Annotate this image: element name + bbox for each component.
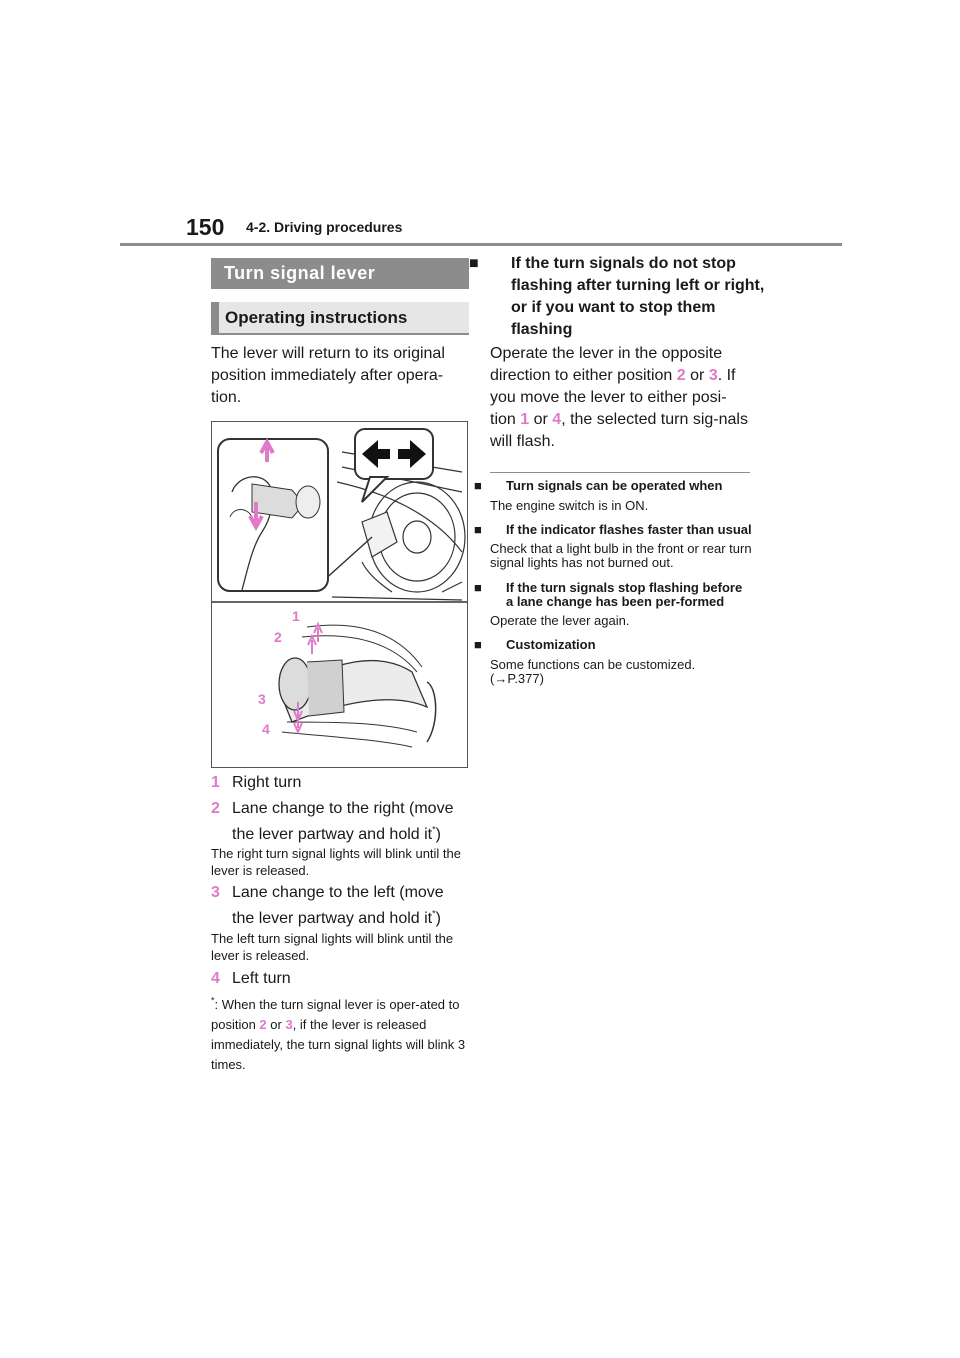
direction-arrows-icon — [355, 429, 433, 502]
square-bullet-icon: ■ — [474, 637, 482, 652]
footnote — [211, 995, 467, 1075]
intro-paragraph: The lever will return to its original position immediately after opera-tion. — [211, 345, 445, 406]
right-pos-1: 1 — [520, 411, 530, 428]
notes-divider — [490, 472, 750, 473]
note-3-heading: If the turn signals stop flashing before a lane change has been per-formed — [506, 580, 743, 609]
item-2 — [211, 797, 473, 846]
header-rule — [120, 243, 842, 246]
note-2 — [474, 522, 752, 570]
footnote-text-pre: : When the turn signal lever is oper-ated to position — [211, 997, 460, 1032]
right-body-4: or — [529, 411, 553, 428]
note-2-heading: If the indicator flashes faster than usual — [506, 522, 752, 537]
right-pos-4: 4 — [552, 411, 562, 428]
item-2-text-a: Lane change to the right (move — [232, 800, 454, 817]
footnote-mark: * — [432, 824, 436, 835]
chapter-title: 4-2. Driving procedures — [246, 219, 403, 235]
item-4 — [211, 967, 473, 990]
subsection-title: Operating instructions — [211, 302, 469, 335]
item-3-number: 3 — [211, 884, 220, 901]
note-4-heading: Customization — [506, 637, 596, 652]
label-1: 1 — [292, 608, 300, 624]
item-4-text: Left turn — [232, 970, 291, 987]
note-3-body: Operate the lever again. — [490, 613, 630, 628]
note-1-body: The engine switch is in ON. — [490, 498, 649, 513]
item-3-text-c: ) — [435, 910, 441, 927]
item-2-text-c: ) — [435, 826, 441, 843]
item-3-text-b: the lever partway and hold it — [232, 910, 433, 927]
right-heading — [469, 253, 773, 341]
right-body — [490, 343, 752, 453]
item-3-text-a: Lane change to the left (move — [232, 884, 444, 901]
note-4-body: Some functions can be customized. (→P.377) — [490, 657, 696, 686]
right-pos-2: 2 — [676, 367, 686, 384]
item-3-note: The left turn signal lights will blink until the lever is released. — [211, 931, 454, 963]
note-2-body: Check that a light bulb in the front or rear turn signal lights has not burned out. — [490, 541, 752, 570]
item-1-number: 1 — [211, 774, 220, 791]
turn-signal-figure — [211, 421, 468, 768]
note-3 — [474, 580, 752, 628]
item-1-text: Right turn — [232, 774, 302, 791]
footnote-text-post: , if the lever is released immediately, the turn signal lights will blink 3 times. — [211, 1017, 466, 1072]
page-number: 150 — [186, 214, 225, 240]
section-title: Turn signal lever — [211, 258, 469, 289]
lever-diagram — [258, 608, 436, 747]
right-pos-3: 3 — [708, 367, 718, 384]
turn-signal-illustration — [212, 422, 467, 767]
item-4-number: 4 — [211, 970, 220, 987]
note-4 — [474, 637, 752, 686]
item-2-number: 2 — [211, 800, 220, 817]
footnote-pos-2: 2 — [259, 1017, 267, 1032]
note-1-heading: Turn signals can be operated when — [506, 478, 723, 493]
footnote-star: * — [211, 995, 215, 1006]
hand-lever-inset — [218, 439, 328, 591]
item-2-note: The right turn signal lights will blink until the lever is released. — [211, 846, 462, 878]
label-2: 2 — [274, 629, 282, 645]
square-bullet-icon: ■ — [474, 522, 482, 537]
square-bullet-icon: ■ — [474, 478, 482, 493]
footnote-pos-3: 3 — [285, 1017, 293, 1032]
right-body-2: or — [685, 367, 709, 384]
right-body-5: , the selected turn sig-nals will flash. — [490, 411, 748, 450]
right-body-1: Operate the lever in the opposite direction to either position — [490, 345, 723, 384]
item-3 — [211, 881, 473, 930]
right-heading-text: If the turn signals do not stop flashing after turning left or right, or if you want to stop them flashing — [511, 255, 765, 338]
right-body-3: . If you move the lever to either posi-tion — [490, 367, 736, 428]
square-bullet-icon: ■ — [474, 580, 482, 595]
footnote-mark: * — [432, 908, 436, 919]
square-bullet-icon: ■ — [469, 255, 479, 272]
item-2-text-b: the lever partway and hold it — [232, 826, 433, 843]
item-1 — [211, 771, 473, 794]
label-4: 4 — [262, 721, 270, 737]
label-3: 3 — [258, 691, 266, 707]
footnote-text-mid: or — [266, 1017, 286, 1032]
note-1 — [474, 478, 752, 513]
notes-section — [474, 478, 752, 686]
